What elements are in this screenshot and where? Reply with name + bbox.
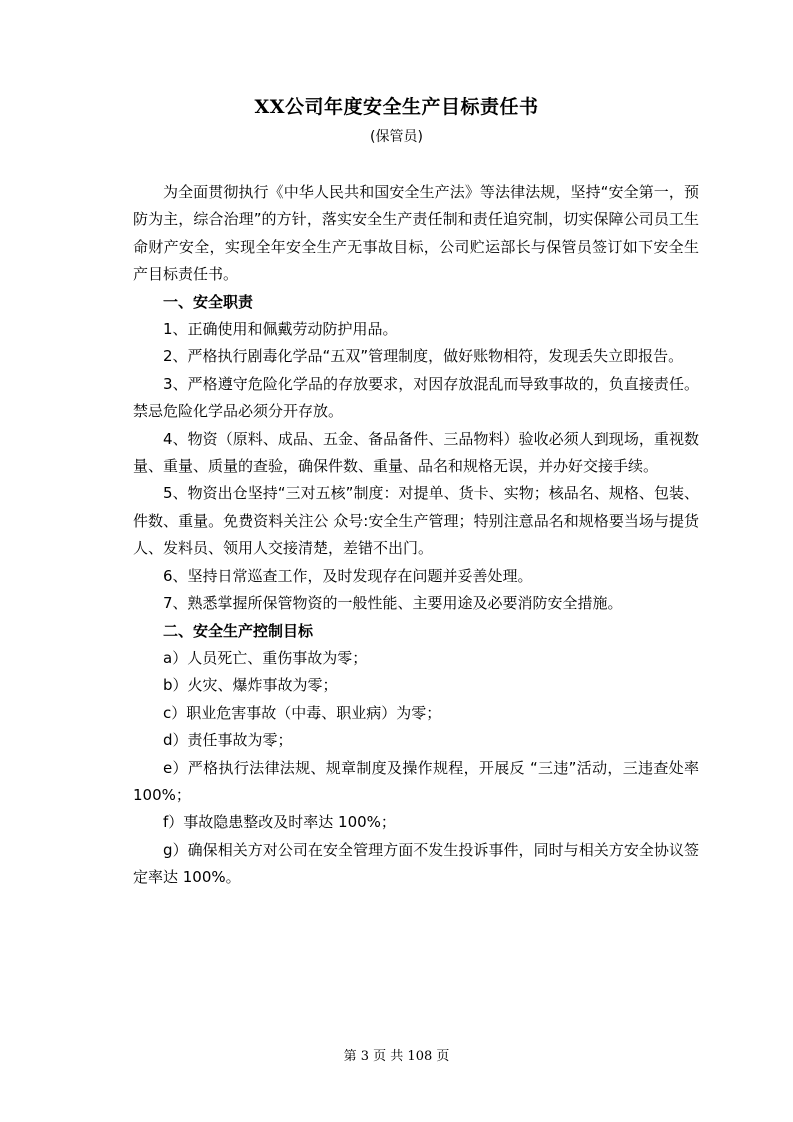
responsibility-item: 4、物资（原料、成品、五金、备品备件、三品物料）验收必须人到现场，重视数量、重量、质量的查验，确保件数、重量、品名和规格无误，并办好交接手续。	[133, 429, 699, 476]
section-heading-responsibilities: 一、安全职责	[163, 292, 254, 311]
target-item: g）确保相关方对公司在安全管理方面不发生投诉事件，同时与相关方安全协议签定率达 100%。	[133, 840, 699, 887]
responsibility-item: 2、严格执行剧毒化学品“五双”管理制度，做好账物相符，发现丢失立即报告。	[163, 347, 684, 366]
page-number-footer: 第 3 页 共 108 页	[343, 1049, 450, 1064]
document-body	[133, 179, 699, 892]
section-heading-targets: 二、安全生产控制目标	[163, 621, 314, 640]
target-item: f）事故隐患整改及时率达 100%；	[163, 813, 396, 832]
target-item: a）人员死亡、重伤事故为零；	[163, 648, 368, 667]
target-item: e）严格执行法律法规、规章制度及操作规程，开展反 “三违”活动，三违查处率 100%；	[133, 758, 699, 804]
responsibility-item: 5、物资出仓坚持“三对五核”制度：对提单、货卡、实物；核品名、规格、包装、件数、重量。免费资料关注公 众号:安全生产管理；特别注意品名和规格要当场与提货人、发料员、领用人交接清楚，差错不出门。	[133, 484, 699, 558]
intro-paragraph: 为全面贯彻执行《中华人民共和国安全生产法》等法律法规，坚持“安全第一，预防为主，综合治理”的方针，落实安全生产责任制和责任追究制，切实保障公司员工生命财产安全，实现全年安全生产无事故目标，公司贮运部长与保管员签订如下安全生产目标责任书。	[133, 183, 699, 284]
responsibility-item: 7、熟悉掌握所保管物资的一般性能、主要用途及必要消防安全措施。	[163, 594, 623, 613]
responsibility-item: 6、坚持日常巡查工作，及时发现存在问题并妥善处理。	[163, 566, 533, 585]
document-title: XX公司年度安全生产目标责任书	[254, 96, 539, 118]
responsibility-item: 3、严格遵守危险化学品的存放要求，对因存放混乱而导致事故的，负直接责任。禁忌危险化学品必须分开存放。	[133, 374, 699, 421]
target-item: c）职业危害事故（中毒、职业病）为零；	[163, 703, 442, 722]
document-subtitle: (保管员)	[370, 129, 423, 145]
responsibility-item: 1、正确使用和佩戴劳动防护用品。	[163, 320, 398, 339]
target-item: b）火灾、爆炸事故为零；	[163, 676, 338, 695]
target-item: d）责任事故为零；	[163, 731, 293, 750]
